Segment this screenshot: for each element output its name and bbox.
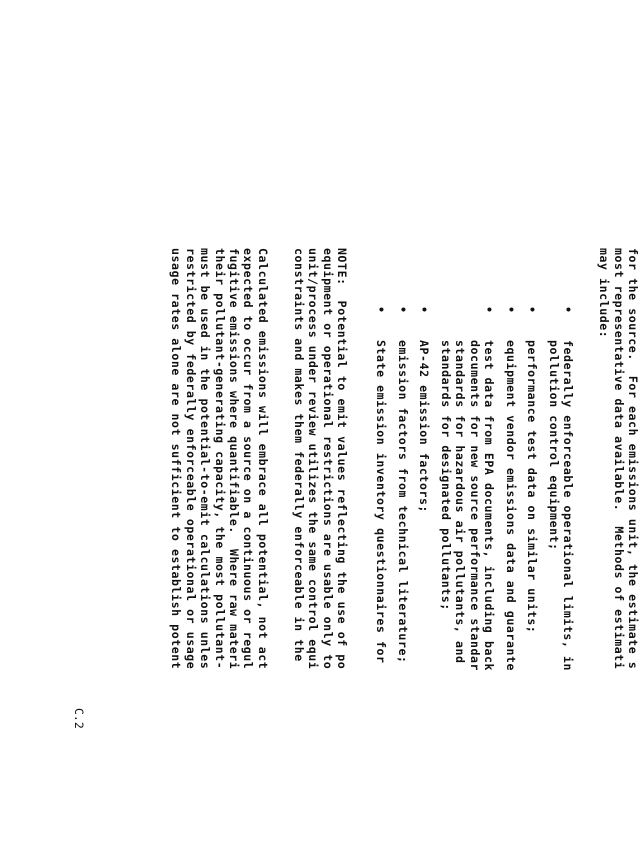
page-number	[74, 708, 88, 738]
calculated-line: expected to occur from a source on a continuous or regul	[241, 248, 256, 670]
bullet-line: emission factors from technical literature;	[395, 340, 410, 664]
calculated-line: their pollutant-generating capacity, the most pollutant-	[212, 248, 227, 670]
bullet-line: AP-42 emission factors;	[417, 340, 432, 514]
calculated-line: restricted by federally enforceable operational or usage	[183, 248, 198, 670]
intro-line: most representative data available. Methods of estimati	[611, 248, 626, 670]
intro-line: for the source. For each emissions unit, the estimate s	[626, 248, 640, 670]
bullet-line: State emission inventory questionnaires for	[374, 340, 388, 664]
bullet-marker: •	[503, 306, 518, 314]
note-line: unit/process under review utilizes the same control equi	[306, 248, 321, 670]
bullet-marker: •	[395, 306, 410, 314]
page-number-text: C.2	[72, 708, 86, 729]
bullet-line: standards for designated pollutants;	[438, 340, 453, 611]
calculated-line: must be used in the potential-to-emit calculations unles	[198, 248, 213, 670]
intro-line: may include:	[597, 248, 612, 339]
bullet-line: equipment vendor emissions data and guarante	[503, 340, 518, 672]
bullet-line: pollution control equipment;	[546, 340, 561, 551]
bullet-marker: •	[525, 306, 540, 314]
note-line: NOTE: Potential to emit values reflecting the use of po	[335, 248, 350, 670]
calculated-line: usage rates alone are not sufficient to establish potent	[169, 248, 184, 670]
bullet-marker: •	[374, 306, 388, 314]
bullet-marker: •	[417, 306, 432, 314]
note-line: equipment or operational restrictions are usable only to	[320, 248, 335, 670]
note-line: constraints and makes them federally enforceable in the	[291, 248, 306, 662]
bullet-marker: •	[482, 306, 496, 314]
bullet-line: federally enforceable operational limits, in	[561, 340, 576, 672]
calculated-line: fugitive emissions where quantifiable. Where raw materi	[227, 248, 242, 670]
bullet-line: documents for new source performance standar	[467, 340, 482, 672]
calculated-line: Calculated emissions will embrace all potential, not act	[255, 248, 270, 670]
bullet-marker: •	[561, 306, 576, 314]
bullet-line: test data from EPA documents, including back	[482, 340, 496, 672]
bullet-line: performance test data on similar units;	[525, 340, 540, 634]
bullet-line: standards for hazardous air pollutants, and	[453, 340, 468, 664]
